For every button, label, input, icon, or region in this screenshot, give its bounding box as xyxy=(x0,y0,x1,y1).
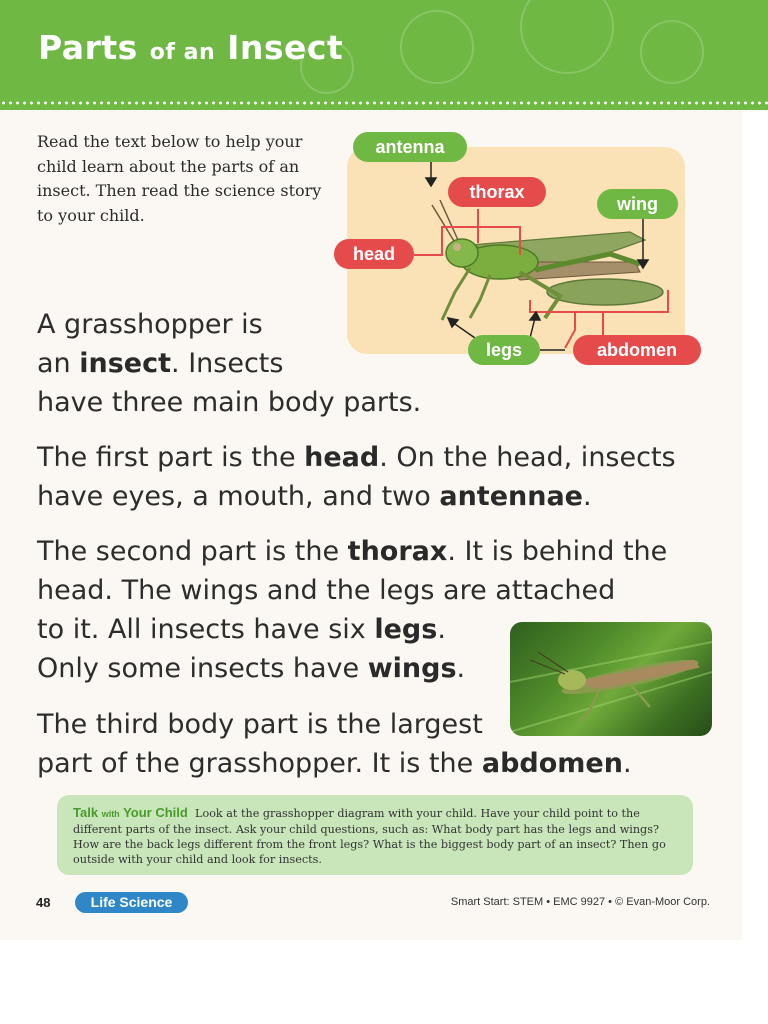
page-number: 48 xyxy=(36,895,51,910)
label-antenna: antenna xyxy=(353,132,467,162)
subject-badge: Life Science xyxy=(75,892,188,913)
story-paragraph-4: The third body part is the largest part of the grasshopper. It is the abdomen. xyxy=(37,709,632,779)
story-paragraph-2: The first part is the head. On the head, insects have eyes, a mouth, and two antennae. xyxy=(37,442,676,512)
grasshopper-photo xyxy=(510,622,712,736)
page-title: Parts of an Insect xyxy=(38,28,344,67)
label-head: head xyxy=(334,239,414,269)
label-abdomen: abdomen xyxy=(573,335,701,365)
label-legs: legs xyxy=(468,335,540,365)
talk-with-your-child-box xyxy=(57,795,693,875)
talk-title: Talk with Your Child xyxy=(73,805,188,820)
label-wing: wing xyxy=(597,189,678,219)
talk-text: Look at the grasshopper diagram with your child. Have your child point to the different parts of the insect. Ask your child questions, such as: What body part has the legs and wings? How are the back legs different from the front legs? What is the biggest body part of an insect? Then go outside with your child and look for insects. xyxy=(73,807,666,866)
footer-credit: Smart Start: STEM • EMC 9927 • © Evan-Moor Corp. xyxy=(450,896,710,908)
story-paragraph-3: The second part is the thorax. It is behind the head. The wings and the legs are attached to it. All insects have six legs. Only some insects have wings. xyxy=(37,536,668,684)
intro-text: Read the text below to help your child learn about the parts of an insect. Then read the science story to your child. xyxy=(37,132,322,225)
label-thorax: thorax xyxy=(448,177,546,207)
story-paragraph-1: A grasshopper is an insect. Insects have three main body parts. xyxy=(37,309,422,418)
